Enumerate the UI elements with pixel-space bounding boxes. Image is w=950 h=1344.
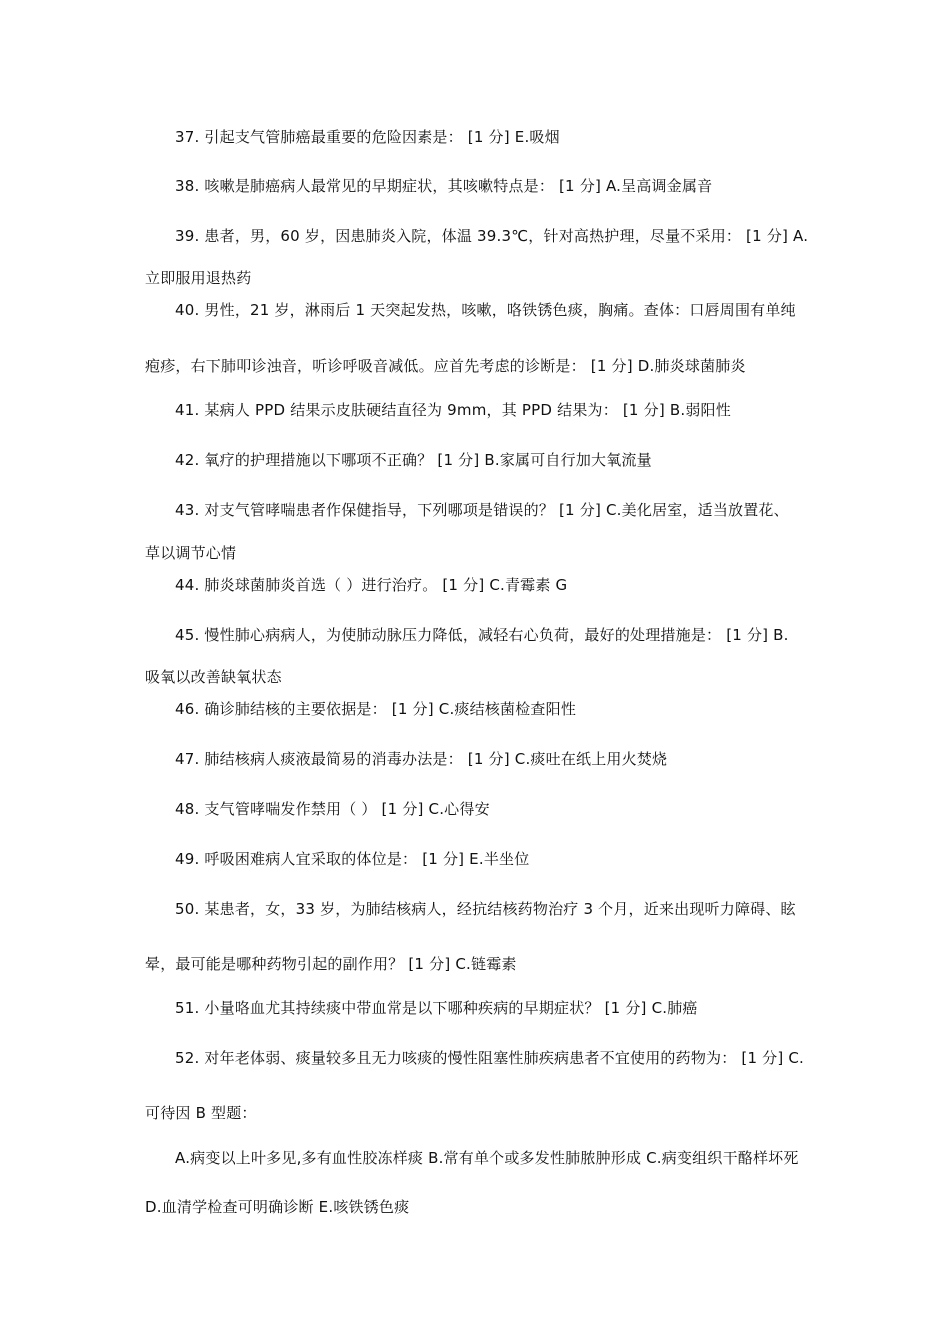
question-47: 47. 肺结核病人痰液最简易的消毒办法是： [1 分] C.痰吐在纸上用火焚烧 <box>175 750 668 768</box>
question-43-continued: 草以调节心情 <box>145 544 237 562</box>
question-45: 45. 慢性肺心病病人，为使肺动脉压力降低，减轻右心负荷，最好的处理措施是： [1 分] B. <box>175 626 789 644</box>
question-40-continued: 疱疹，右下肺叩诊浊音，听诊呼吸音减低。应首先考虑的诊断是： [1 分] D.肺炎球菌肺炎 <box>145 357 746 375</box>
question-51: 51. 小量咯血尤其持续痰中带血常是以下哪种疾病的早期症状？ [1 分] C.肺癌 <box>175 999 698 1017</box>
question-49: 49. 呼吸困难病人宜采取的体位是： [1 分] E.半坐位 <box>175 850 530 868</box>
b-type-options-line-2: D.血清学检查可明确诊断 E.咳铁锈色痰 <box>145 1198 410 1216</box>
question-50-continued: 晕，最可能是哪种药物引起的副作用？ [1 分] C.链霉素 <box>145 955 517 973</box>
question-41: 41. 某病人 PPD 结果示皮肤硬结直径为 9mm，其 PPD 结果为： [1 分] B.弱阳性 <box>175 401 731 419</box>
question-52-continued: 可待因 B 型题： <box>145 1104 257 1122</box>
question-50: 50. 某患者，女，33 岁，为肺结核病人，经抗结核药物治疗 3 个月，近来出现听力障碍、眩 <box>175 900 796 918</box>
question-48: 48. 支气管哮喘发作禁用（ ） [1 分] C.心得安 <box>175 800 490 818</box>
question-43: 43. 对支气管哮喘患者作保健指导，下列哪项是错误的？ [1 分] C.美化居室，适当放置花、 <box>175 501 789 519</box>
question-37: 37. 引起支气管肺癌最重要的危险因素是： [1 分] E.吸烟 <box>175 128 560 146</box>
question-39: 39. 患者，男，60 岁，因患肺炎入院，体温 39.3℃，针对高热护理，尽量不采用： [1 分] A. <box>175 227 809 245</box>
b-type-options-line-1: A.病变以上叶多见,多有血性胶冻样痰 B.常有单个或多发性肺脓肿形成 C.病变组织干酪样坏死 <box>175 1149 799 1167</box>
question-39-continued: 立即服用退热药 <box>145 269 252 287</box>
question-46: 46. 确诊肺结核的主要依据是： [1 分] C.痰结核菌检查阳性 <box>175 700 577 718</box>
question-40: 40. 男性，21 岁，淋雨后 1 天突起发热，咳嗽，咯铁锈色痰，胸痛。查体：口唇周围有单纯 <box>175 301 796 319</box>
question-42: 42. 氧疗的护理措施以下哪项不正确？ [1 分] B.家属可自行加大氧流量 <box>175 451 652 469</box>
question-52: 52. 对年老体弱、痰量较多且无力咳痰的慢性阻塞性肺疾病患者不宜使用的药物为： [1 分] C. <box>175 1049 805 1067</box>
question-38: 38. 咳嗽是肺癌病人最常见的早期症状，其咳嗽特点是： [1 分] A.呈高调金属音 <box>175 177 713 195</box>
question-44: 44. 肺炎球菌肺炎首选（ ）进行治疗。 [1 分] C.青霉素 G <box>175 576 568 594</box>
question-45-continued: 吸氧以改善缺氧状态 <box>145 668 282 686</box>
